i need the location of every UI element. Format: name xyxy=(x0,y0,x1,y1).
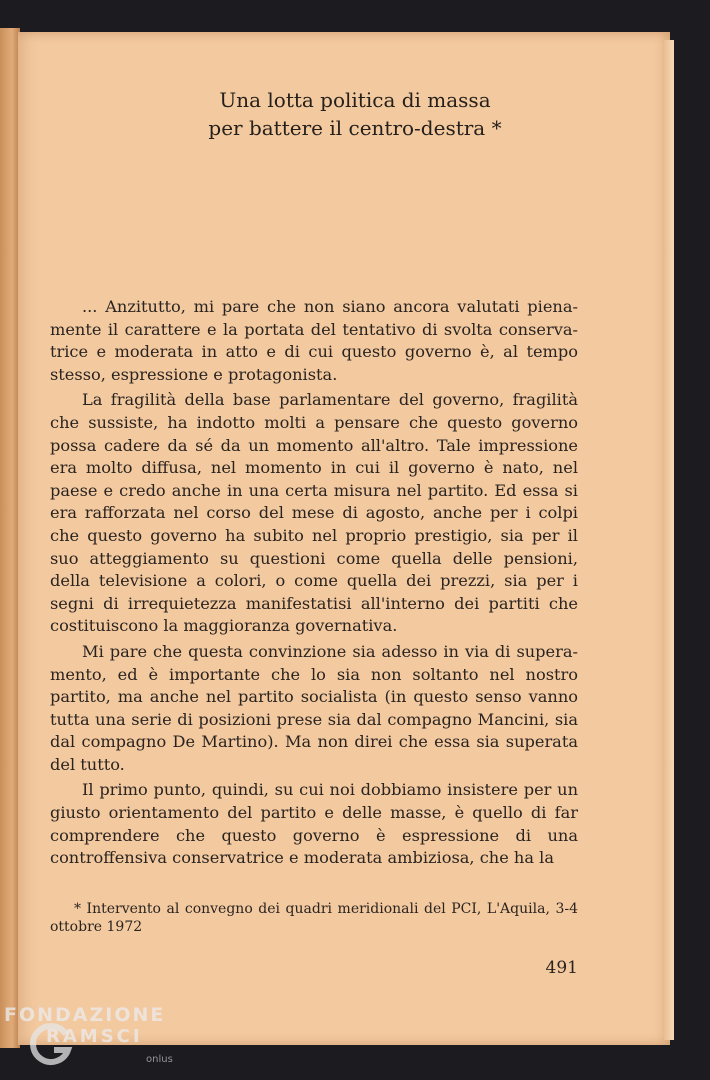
watermark-line-2: RAMSCI xyxy=(46,1026,143,1047)
page-edge xyxy=(664,40,674,1040)
paragraph: La fragilità della base parlamentare del governo, fragilità che sussiste, ha indotto molti a pensare che questo governo possa cadere da sé da un momento all'altro. Tale impressione era molto diffusa, nel momento in cui il governo è nato, nel paese e credo anche in una certa misura nel partito. Ed essa si era rafforzata nel corso del mese di agosto, anche per i colpi che questo governo ha subito nel proprio prestigio, sia per il suo atteggiamento su questioni come quella delle pensioni, della televisione a colori, o come quella dei prezzi, sia per i segni di irrequietezza manifestatisi all'interno dei partiti che costituiscono la maggioranza governativa. xyxy=(50,390,578,636)
paragraph: Mi pare che questa convinzione sia adesso in via di superamento, ed è importante che lo sia non soltanto nel nostro partito, ma anche nel partito socialista (in questo senso vanno tutta una serie di posizioni prese sia dal compagno Mancini, sia dal compagno De Martino). Ma non direi che essa sia superata del tutto. xyxy=(50,641,578,774)
title-line-2: per battere il centro-destra * xyxy=(208,116,502,140)
watermark xyxy=(4,1000,184,1075)
body-text xyxy=(50,296,578,870)
watermark-line-3: onlus xyxy=(146,1054,173,1065)
paragraph: Il primo punto, quindi, su cui noi dobbiamo insistere per un giusto orientamento del partito e delle masse, è quello di far comprendere che questo governo è espressione di una controffensiva conservatrice e moderata ambiziosa, che ha la xyxy=(50,780,578,868)
chapter-title xyxy=(0,86,710,142)
page-number: 491 xyxy=(545,958,578,978)
watermark-line-1: FONDAZIONE xyxy=(4,1004,166,1026)
footnote-text: * Intervento al convegno dei quadri meridionali del PCI, L'Aquila, 3-4 ottobre 1972 xyxy=(50,901,578,935)
paragraph: ... Anzitutto, mi pare che non siano ancora valutati pienamente il carattere e la portata del tentativo di svolta conservatrice e moderata in atto e di cui questo governo è, al tempo stesso, espressione e protagonista. xyxy=(50,297,578,384)
title-line-1: Una lotta politica di massa xyxy=(219,88,491,112)
book-spine xyxy=(0,28,20,1048)
footnote xyxy=(50,900,578,936)
